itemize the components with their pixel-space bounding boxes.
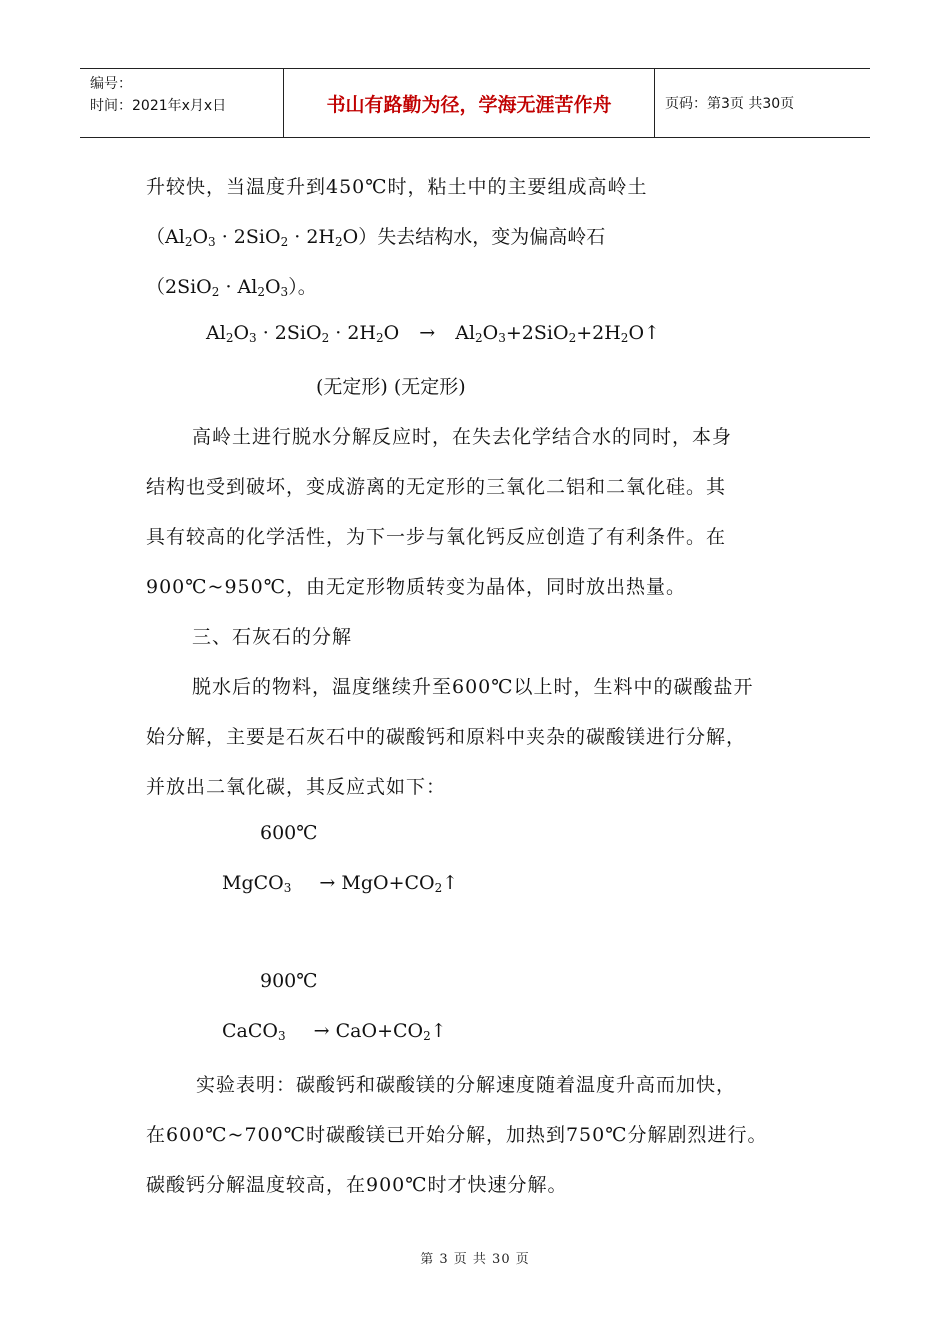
formula-line-metakaolin: $(2SiO_2 \cdot Al_2O_3)$。 <box>146 276 317 299</box>
reaction-equation-1: $Al_2O_3 \cdot 2SiO_2 \cdot 2H_2O$ → $Al_2O_3+2SiO_2+2H_2O↑$ <box>206 322 660 345</box>
header-meta <box>80 69 283 137</box>
document-time-label: 时间：2021年x月x日 <box>90 98 227 114</box>
reaction-equation-3: CaCO$_3$ → $CaO+CO_2↑$ <box>222 1020 447 1043</box>
formula-text: ）。 <box>288 276 317 298</box>
paragraph-line: 碳酸钙分解温度较高，在900℃时才快速分解。 <box>146 1174 568 1196</box>
formula-text: ）失去结构水，变为偏高岭石 <box>358 226 606 248</box>
formula-text: （Al <box>146 226 185 248</box>
reaction-equation-2: MgCO$_3$ → $MgO+CO_2↑$ <box>222 872 459 895</box>
document-number-label: 编号： <box>90 76 132 92</box>
paragraph-line: 结构也受到破坏，变成游离的无定形的三氧化二铝和二氧化硅。其 <box>146 476 727 498</box>
equation-reactant: MgCO <box>222 872 284 894</box>
page-footer: 第 3 页 共 30 页 <box>420 1252 530 1267</box>
equation-reactant: CaCO <box>222 1020 278 1042</box>
text-line: 升较快，当温度升到450℃时，粘土中的主要组成高岭土 <box>146 176 648 198</box>
up-arrow-icon: ↑ <box>644 322 660 344</box>
paragraph-line: 具有较高的化学活性，为下一步与氧化钙反应创造了有利条件。在 <box>146 526 727 548</box>
header-page-label: 页码：第3页 共30页 <box>665 96 795 112</box>
reaction-temperature: 600℃ <box>260 822 318 844</box>
paragraph-line: 实验表明：碳酸钙和碳酸镁的分解速度随着温度升高而加快， <box>196 1074 737 1096</box>
reaction-temperature: 900℃ <box>260 970 318 992</box>
header-motto: 书山有路勤为径，学海无涯苦作舟 <box>283 69 655 137</box>
paragraph-line: 在600℃~700℃时碳酸镁已开始分解，加热到750℃分解剧烈进行。 <box>146 1124 768 1146</box>
formula-text: （2SiO <box>146 276 212 298</box>
section-heading: 三、石灰石的分解 <box>192 626 353 648</box>
paragraph-line: 并放出二氧化碳，其反应式如下： <box>146 776 447 798</box>
arrow-icon: → <box>419 322 436 344</box>
equation-product: → CaO+CO <box>313 1020 424 1042</box>
paragraph-line: 脱水后的物料，温度继续升至600℃以上时，生料中的碳酸盐开 <box>192 676 754 698</box>
paragraph-line: 始分解，主要是石灰石中的碳酸钙和原料中夹杂的碳酸镁进行分解， <box>146 726 747 748</box>
equation-reactant: Al <box>206 322 226 344</box>
page-header <box>80 68 870 138</box>
equation-product: Al <box>455 322 476 344</box>
equation-product: → MgO+CO <box>319 872 435 894</box>
paragraph-line: 高岭土进行脱水分解反应时，在失去化学结合水的同时，本身 <box>192 426 733 448</box>
equation-labels: (无定形) (无定形) <box>316 376 466 398</box>
formula-line-kaolinite: $(Al_2O_3 \cdot 2SiO_2 \cdot 2H_2O)$失去结构水，变为偏高岭石 <box>146 226 606 249</box>
paragraph-line: 900℃~950℃，由无定形物质转变为晶体，同时放出热量。 <box>146 576 686 598</box>
